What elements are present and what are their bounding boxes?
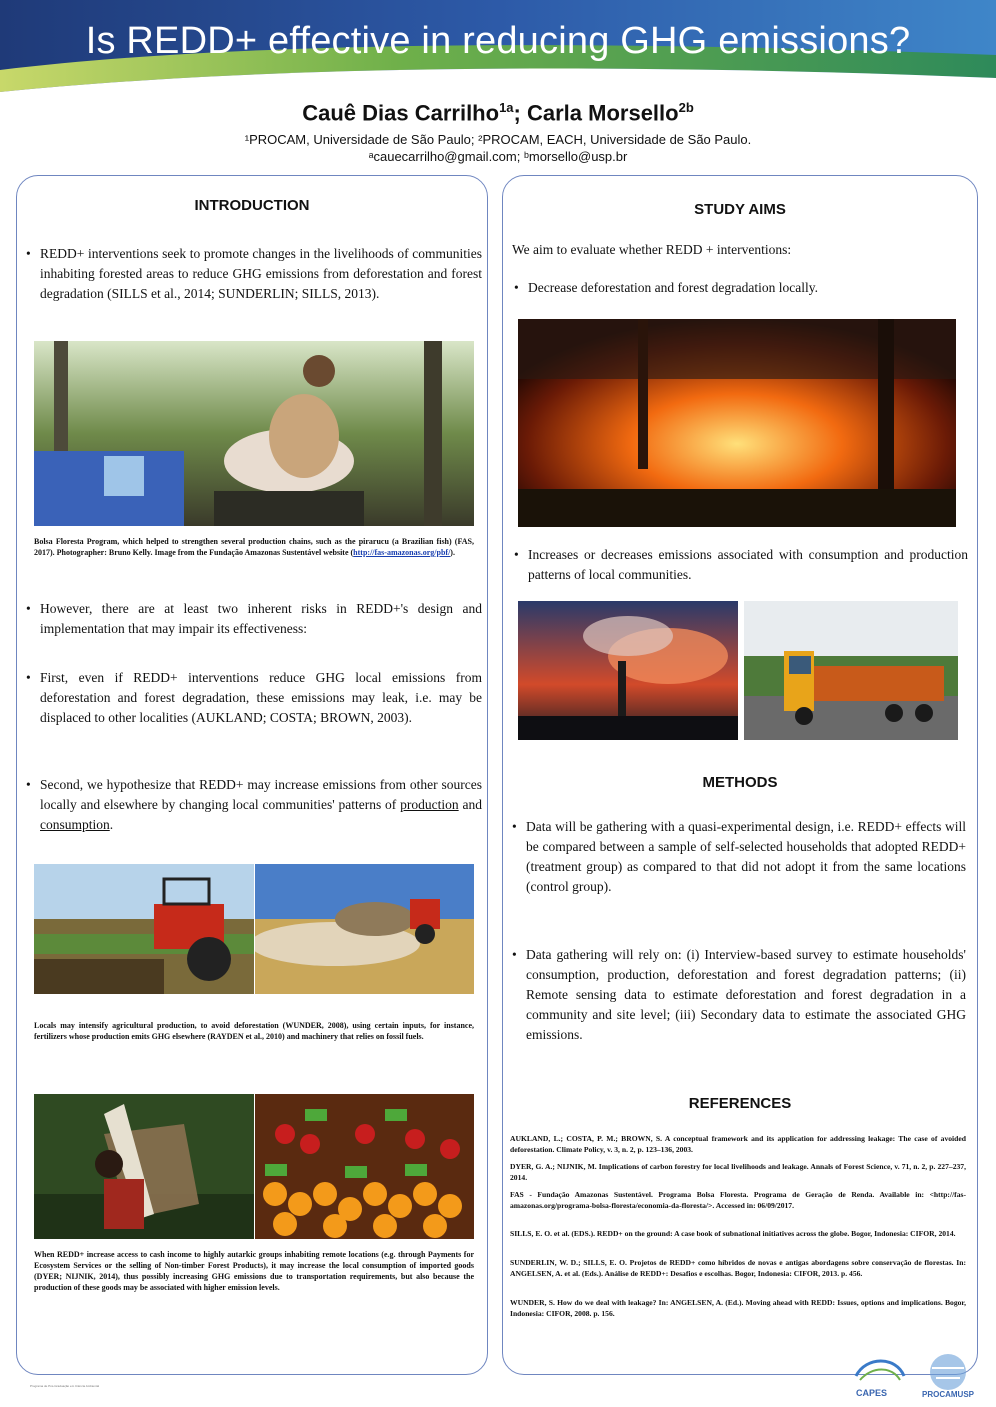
caption-consumption: When REDD+ increase access to cash income to highly autarkic groups inhabiting remote locations (e.g. through Payments for Ecosystem Services or the selling of Non-timber Forest Products), it may increase the local consumption of imported goods (DYER; NIJNIK, 2014), thus possibly increasing GHG emissions due to transportation requirements, but also because the production of these goods may be associated with higher emission levels. (34, 1250, 474, 1292)
author-1: Cauê Dias Carrilho (302, 100, 500, 126)
affiliations (0, 131, 996, 165)
aims-bullet-1-text: Decrease deforestation and forest degradation locally. (528, 280, 818, 295)
reference-item: WUNDER, S. How do we deal with leakage? In: ANGELSEN, A. (Ed.). Moving ahead with REDD: Issues, options and implications. Bogor, Indonesia: CIFOR, 2008. p. 156. (510, 1298, 966, 1318)
photo-market-fruits (255, 1094, 474, 1239)
intro-paragraph-3-text: First, even if REDD+ interventions reduce GHG local emissions from deforestation and forest degradation, these emissions may leak, i.e. may be displaced to other localities (AUKLAND; COSTA; BROWN, 2003). (40, 670, 482, 725)
poster-title: Is REDD+ effective in reducing GHG emissions? (85, 20, 911, 62)
photo-fisherman (34, 341, 474, 526)
reference-item: FAS - Fundação Amazonas Sustentável. Programa Bolsa Floresta. Programa de Geração de Renda. Available in: <http://fas-amazonas.org/programa-bolsa-floresta/economia-da-floresta/>. Accessed in: 06/09/2017. (510, 1190, 966, 1210)
methods-bullet-2 (512, 945, 966, 1045)
affiliation-line: ¹PROCAM, Universidade de São Paulo; ²PROCAM, EACH, Universidade de São Paulo. (244, 132, 752, 147)
intro-paragraph-3 (26, 668, 482, 728)
capes-logo-text: CAPES (856, 1388, 888, 1398)
methods-heading: METHODS (702, 774, 778, 791)
author-1-sup: 1a (499, 100, 514, 115)
bullet-icon: • (512, 947, 517, 962)
intro-paragraph-4-start: Second, we hypothesize that REDD+ may increase emissions from other sources locally and elsewhere by changing local communities' patterns of (40, 777, 482, 812)
photo-truck (744, 601, 958, 740)
bullet-icon: • (26, 246, 31, 261)
photo-tractor (34, 864, 254, 994)
institution-logos (846, 1348, 986, 1404)
bullet-icon: • (512, 819, 517, 834)
aims-bullet-1 (514, 278, 968, 298)
header-banner (0, 0, 996, 100)
reference-item: SUNDERLIN, W. D.; SILLS, E. O. Projetos de REDD+ como híbridos de novas e antigas abordagens sobre conservação de florestas. In: ANGELSEN, A. et al. (Eds.). Análise de REDD+: Desafios e escolhas. Bogor, Indonesia: CIFOR, 2013. p. 456. (510, 1258, 966, 1278)
photo-forest-fire (518, 319, 956, 527)
intro-paragraph-2-text: However, there are at least two inherent risks in REDD+'s design and implementation that may impair its effectiveness: (40, 601, 482, 636)
author-2-sup: 2b (678, 100, 694, 115)
author-separator: ; (513, 100, 527, 126)
bullet-icon: • (26, 777, 31, 792)
photo-sprayer (255, 864, 474, 994)
intro-paragraph-1-text: REDD+ interventions seek to promote changes in the livelihoods of communities inhabiting forested areas to reduce GHG emissions from deforestation and forest degradation (SILLS et al., 2014; SUNDERLIN; SILLS, 2013). (40, 246, 482, 301)
reference-item: AUKLAND, L.; COSTA, P. M.; BROWN, S. A conceptual framework and its application for addressing leakage: The case of avoided deforestation. Climate Policy, v. 3, n. 2, p. 123–136, 2003. (510, 1134, 966, 1154)
methods-bullet-2-text: Data gathering will rely on: (i) Interview-based survey to estimate households' consumption, production, deforestation and forest degradation patterns; (ii) Remote sensing data to estimate deforestation and forest degradation in a community and site level; (iii) Secondary data to estimate the associated GHG emissions. (526, 947, 966, 1042)
reference-item: SILLS, E. O. et al. (EDS.). REDD+ on the ground: A case book of subnational initiatives across the globe. Bogor, Indonesia: CIFOR, 2014. (510, 1229, 956, 1238)
intro-paragraph-4-mid: and (458, 797, 482, 812)
intro-paragraph-1 (26, 244, 482, 304)
introduction-heading: INTRODUCTION (194, 197, 310, 214)
caption-fisherman-text: Bolsa Floresta Program, which helped to strengthen several production chains, such as the pirarucu (a Brazilian fish) (FAS, 2017). Photographer: Bruno Kelly. Image from the Fundação Amazonas Sustentável website ( (34, 537, 474, 557)
caption-agriculture: Locals may intensify agricultural production, to avoid deforestation (WUNDER, 2008), using certain inputs, for instance, fertilizers whose production emits GHG elsewhere (RAYDEN et al., 2010) and machinery that relies on fossil fuels. (34, 1021, 474, 1041)
bullet-icon: • (26, 670, 31, 685)
bullet-icon: • (514, 547, 519, 562)
footer-note: Programa de Pós-Graduação em Ciência Ambiental (30, 1384, 100, 1388)
intro-paragraph-4 (26, 775, 482, 835)
production-underlined: production (400, 797, 459, 812)
bullet-icon: • (514, 280, 519, 295)
caption-fisherman-end: ). (450, 548, 455, 557)
email-line: ᵃcauecarrilho@gmail.com; ᵇmorsello@usp.br (368, 149, 628, 164)
authors (0, 100, 996, 126)
intro-paragraph-2 (26, 599, 482, 639)
aims-lead: We aim to evaluate whether REDD + interventions: (512, 242, 792, 257)
procam-logo-text: PROCAMUSP (922, 1390, 975, 1399)
methods-bullet-1-text: Data will be gathering with a quasi-experimental design, i.e. REDD+ effects will be compared between a sample of self-selected households that adopted REDD+ (treatment group) as compared to that did not adopt it from the same locations (control group). (526, 819, 966, 894)
study-aims-heading: STUDY AIMS (694, 201, 786, 218)
reference-item: DYER, G. A.; NIJNIK, M. Implications of carbon forestry for local livelihoods and leakage. Annals of Forest Science, v. 71, n. 2, p. 227–237, 2014. (510, 1162, 966, 1182)
fas-website-link[interactable]: http://fas-amazonas.org/pbf/ (353, 548, 451, 557)
methods-bullet-1 (512, 817, 966, 897)
aims-bullet-2-text: Increases or decreases emissions associated with consumption and production patterns of local communities. (528, 547, 968, 582)
consumption-underlined: consumption (40, 817, 110, 832)
references-heading: REFERENCES (688, 1095, 792, 1112)
photo-smokestack (518, 601, 738, 740)
intro-paragraph-4-end: . (109, 817, 114, 832)
author-2: Carla Morsello (526, 100, 679, 126)
photo-basket-carrier (34, 1094, 254, 1239)
bullet-icon: • (26, 601, 31, 616)
caption-fisherman (34, 536, 474, 558)
aims-bullet-2 (514, 545, 968, 585)
